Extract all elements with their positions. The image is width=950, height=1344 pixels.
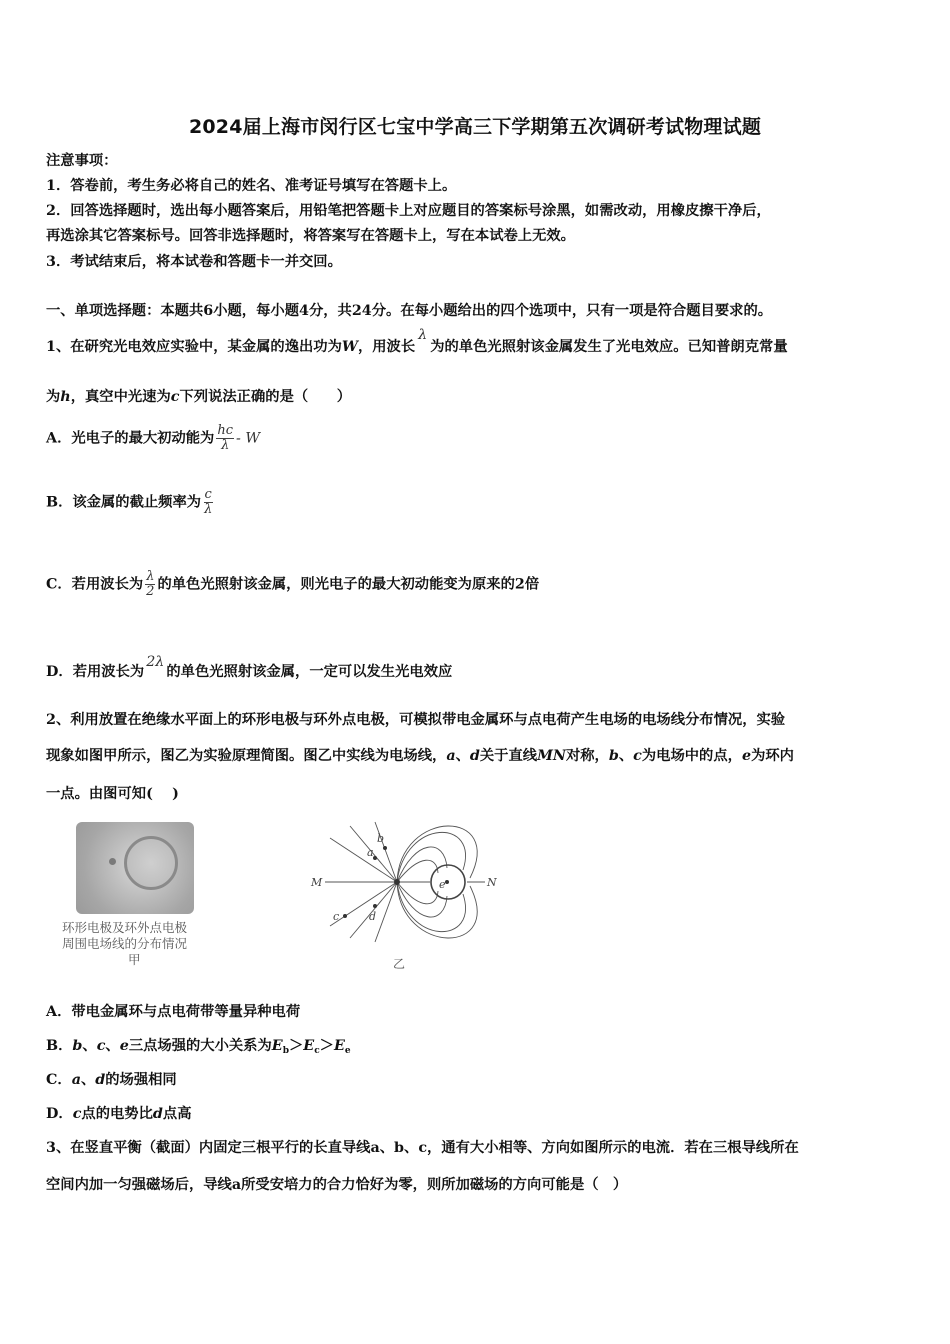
- field-line: [375, 882, 397, 942]
- point-d: [373, 904, 377, 908]
- q2-stem-line3: 一点。由图可知( ): [46, 786, 179, 802]
- q1-option-a[interactable]: A．光电子的最大初动能为 $\frac{hc}{\lambda}$ - W: [46, 423, 261, 453]
- ring-electrode: [124, 836, 178, 890]
- point-e: [445, 880, 449, 884]
- q3-stem-line2: 空间内加一匀强磁场后，导线a所受安培力的合力恰好为零，则所加磁场的方向可能是（ ）: [46, 1177, 628, 1193]
- point-b: [383, 846, 387, 850]
- figure-yi-caption: 乙: [393, 957, 406, 971]
- figure-jia-photo: [76, 822, 194, 914]
- field-line: [330, 838, 397, 882]
- point-c: [343, 914, 347, 918]
- label-e: e: [439, 878, 446, 891]
- q2-option-b[interactable]: B．b、c、e三点场强的大小关系为$E_b>E_c>E_e$: [46, 1038, 351, 1056]
- point-charge: [394, 879, 400, 885]
- section-heading: 一、单项选择题：本题共6小题，每小题4分，共24分。在每小题给出的四个选项中，只有一项是符合题目要求的。: [46, 303, 773, 319]
- point-electrode: [109, 858, 116, 865]
- notice-item-3: 3．考试结束后，将本试卷和答题卡一并交回。: [46, 254, 342, 270]
- label-c: c: [333, 910, 340, 923]
- page-title: 2024届上海市闵行区七宝中学高三下学期第五次调研考试物理试题: [188, 116, 762, 138]
- q3-stem-line1: 3、在竖直平衡（截面）内固定三根平行的长直导线a、b、c，通有大小相等、方向如图所示的电流．若在三根导线所在: [46, 1140, 799, 1156]
- field-line: [330, 882, 397, 926]
- field-line: [397, 882, 465, 932]
- q2-option-c[interactable]: C．a、d的场强相同: [46, 1072, 177, 1088]
- label-M: M: [311, 876, 323, 889]
- q1-option-d[interactable]: D．若用波长为2λ的单色光照射该金属，一定可以发生光电效应: [46, 654, 453, 680]
- q1-option-c[interactable]: C．若用波长为 $\frac{\lambda}{2}$ 的单色光照射该金属，则光电子的最大初动能变为原来的2倍: [46, 569, 540, 599]
- point-a: [373, 856, 377, 860]
- notice-heading: 注意事项：: [46, 153, 118, 169]
- q2-stem-line1: 2、利用放置在绝缘水平面上的环形电极与环外点电极，可模拟带电金属环与点电荷产生电场的电场线分布情况，实验: [46, 712, 786, 728]
- figure-yi-diagram: [305, 818, 505, 978]
- figure-jia-caption-3: 甲: [128, 952, 141, 967]
- q2-option-a[interactable]: A．带电金属环与点电荷带等量异种电荷: [46, 1004, 301, 1020]
- q2-option-d[interactable]: D．c点的电势比d点高: [46, 1106, 192, 1122]
- notice-item-2a: 2．回答选择题时，选出每小题答案后，用铅笔把答题卡上对应题目的答案标号涂黑，如需改动，用橡皮擦干净后，: [46, 203, 771, 219]
- field-line: [397, 847, 447, 882]
- label-a: a: [367, 846, 374, 859]
- field-line: [375, 822, 397, 882]
- q1-option-b[interactable]: B．该金属的截止频率为 $\frac{c}{\lambda}$: [46, 487, 213, 517]
- figure-jia-caption-2: 周围电场线的分布情况: [62, 936, 188, 951]
- q1-stem-line2: 为h，真空中光速为c下列说法正确的是（ ）: [46, 389, 352, 405]
- notice-item-1: 1．答卷前，考生务必将自己的姓名、准考证号填写在答题卡上。: [46, 178, 457, 194]
- q1-stem-line1: 1、在研究光电效应实验中，某金属的逸出功为W，用波长λ为的单色光照射该金属发生了光电效应。已知普朗克常量: [46, 327, 788, 355]
- label-d: d: [369, 910, 377, 923]
- figure-jia-caption-1: 环形电极及环外点电极: [62, 920, 188, 935]
- q2-stem-line2: 现象如图甲所示，图乙为实验原理简图。图乙中实线为电场线，a、d关于直线MN对称，b、c为电场中的点，e为环内: [46, 748, 794, 764]
- field-line: [397, 832, 465, 882]
- label-b: b: [377, 832, 385, 845]
- notice-item-2b: 再选涂其它答案标号。回答非选择题时，将答案写在答题卡上，写在本试卷上无效。: [46, 228, 575, 244]
- label-N: N: [487, 876, 497, 889]
